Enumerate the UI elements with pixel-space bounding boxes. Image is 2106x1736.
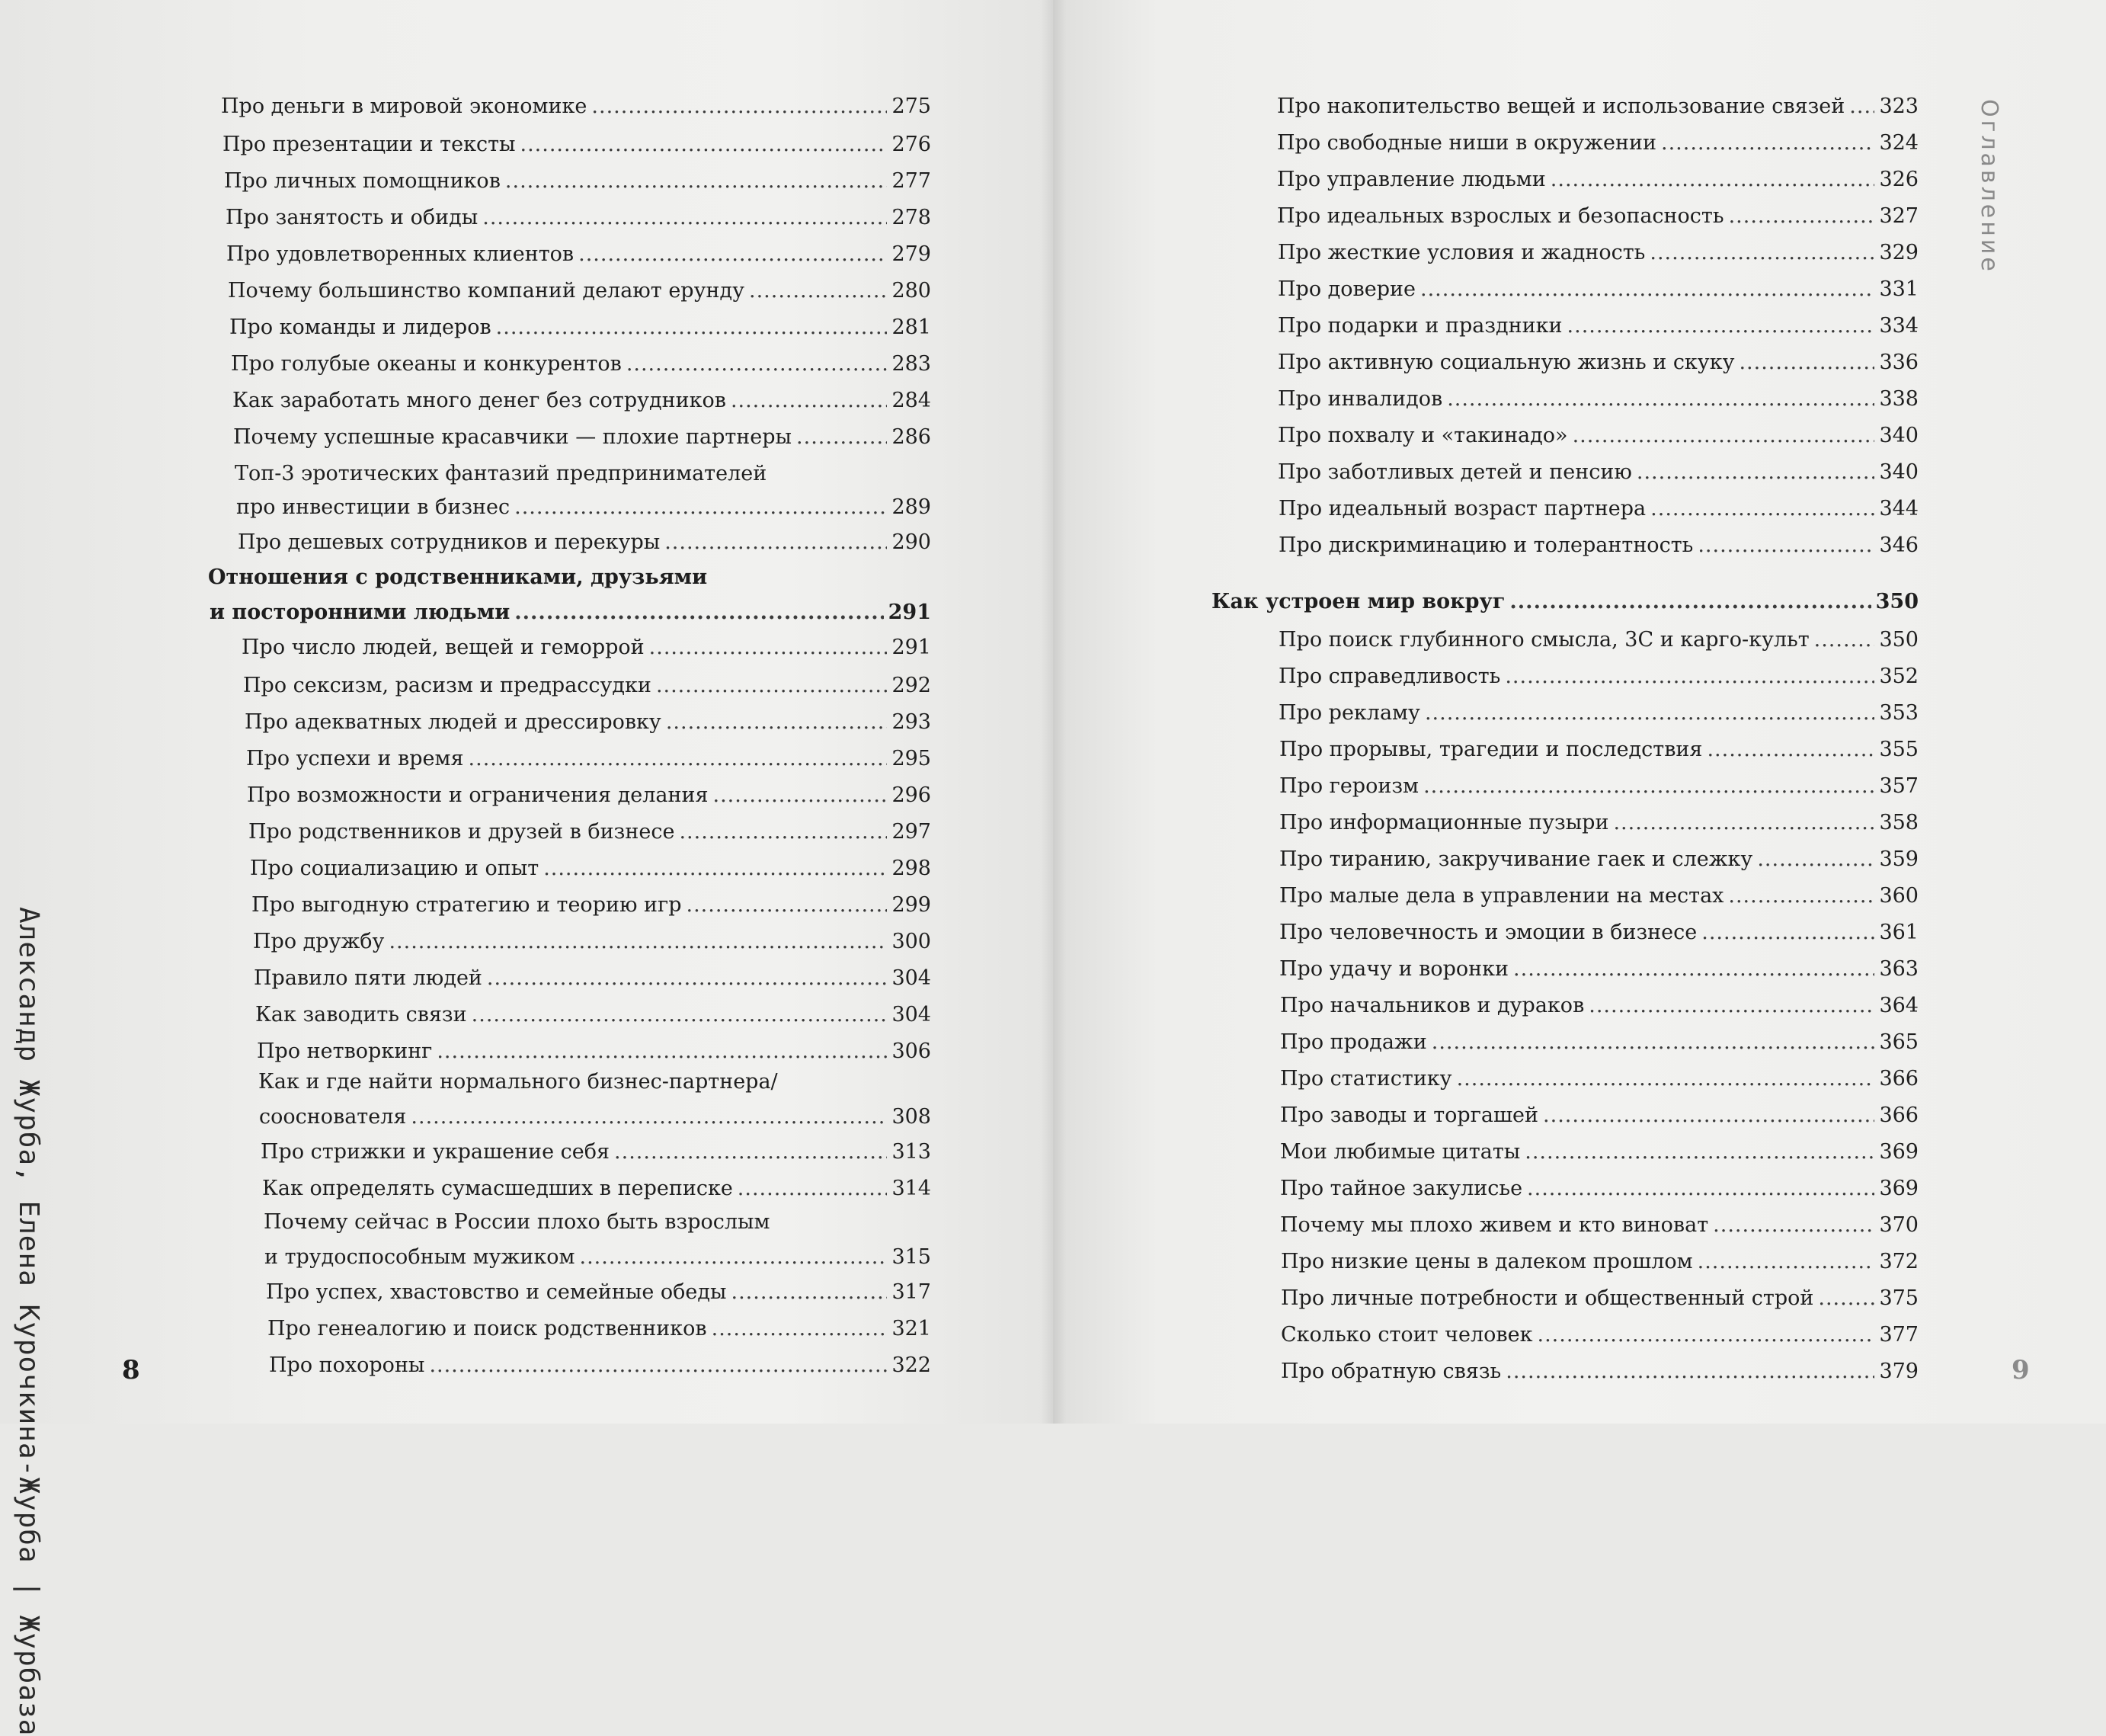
toc-entry-title: Про заводы и торгашей	[1280, 1103, 1539, 1127]
toc-entry-page: 296	[891, 783, 931, 807]
dot-leader	[1698, 529, 1874, 562]
toc-entry	[243, 669, 931, 703]
toc-entry	[1279, 806, 1919, 840]
dot-leader	[1513, 953, 1874, 986]
toc-entry	[236, 491, 931, 524]
dot-leader	[749, 274, 887, 308]
dot-leader	[731, 384, 888, 418]
toc-entry-page: 295	[891, 747, 931, 770]
toc-entry-title: Про успехи и время	[246, 747, 464, 770]
toc-entry-page: 370	[1879, 1213, 1919, 1237]
dot-leader	[686, 889, 887, 922]
toc-entry-title: Про героизм	[1279, 774, 1419, 798]
toc-entry-page: 350	[1875, 590, 1919, 613]
toc-entry	[1278, 309, 1919, 343]
dot-leader	[1701, 916, 1874, 950]
toc-entry	[1279, 492, 1919, 526]
dot-leader	[656, 669, 888, 703]
toc-entry-title: Про рекламу	[1279, 701, 1420, 725]
toc-entry-title: Про социализацию и опыт	[250, 857, 539, 880]
toc-entry-page: 352	[1879, 665, 1919, 688]
dot-leader	[429, 1349, 887, 1382]
toc-entry-page: 280	[891, 279, 931, 303]
toc-entry	[1211, 585, 1919, 619]
toc-entry-page: 326	[1879, 168, 1919, 191]
dot-leader	[514, 491, 887, 524]
toc-entry-title: Про активную социальную жизнь и скуку	[1278, 351, 1735, 374]
toc-entry	[229, 311, 931, 344]
toc-entry-page: 344	[1879, 497, 1919, 520]
toc-entry	[1278, 419, 1919, 453]
toc-entry-title: Почему мы плохо живем и кто виноват	[1280, 1213, 1709, 1237]
toc-entry-page: 315	[891, 1245, 931, 1269]
toc-entry-page: 360	[1879, 884, 1919, 908]
toc-entry	[1278, 236, 1919, 270]
toc-entry	[210, 596, 931, 629]
toc-entry-page: 366	[1879, 1103, 1919, 1127]
toc-entry	[1279, 879, 1919, 913]
toc-entry-title: Как определять сумасшедших в переписке	[262, 1177, 733, 1200]
toc-entry-title: Про удачу и воронки	[1279, 957, 1509, 981]
dot-leader	[1543, 1099, 1874, 1132]
toc-entry	[226, 238, 931, 271]
toc-entry-title: Про обратную связь	[1281, 1360, 1502, 1383]
dot-leader	[437, 1035, 887, 1068]
toc-entry-title: Про дружбу	[253, 930, 385, 953]
toc-entry-page: 329	[1879, 241, 1919, 264]
toc-entry-page: 369	[1879, 1177, 1919, 1200]
toc-entry-title: Про прорывы, трагедии и последствия	[1279, 738, 1703, 761]
toc-entry-title: Мои любимые цитаты	[1280, 1140, 1521, 1164]
toc-entry-title: Почему большинство компаний делают ерунду	[228, 279, 744, 303]
toc-entry-title: Про похвалу и «такинадо»	[1278, 424, 1568, 447]
toc-entry-page: 322	[891, 1353, 931, 1377]
toc-entry-title: Про презентации и тексты	[222, 133, 516, 156]
toc-entry	[1279, 843, 1919, 876]
toc-entry-title: Про человечность и эмоции в бизнесе	[1279, 921, 1698, 944]
toc-entry	[226, 201, 931, 235]
toc-entry-title: Про инвалидов	[1278, 387, 1443, 411]
dot-leader	[626, 348, 888, 381]
toc-entry	[228, 274, 931, 308]
dot-leader	[578, 238, 887, 271]
toc-entry-title: и трудоспособным мужиком	[264, 1245, 575, 1269]
toc-entry-page: 300	[891, 930, 931, 953]
dot-leader	[713, 779, 888, 812]
toc-entry-title: Как заводить связи	[255, 1003, 467, 1027]
toc-entry-page: 358	[1879, 811, 1919, 834]
toc-entry-title-line1: Топ-3 эротических фантазий предпринимателей	[235, 462, 767, 485]
dot-leader	[1661, 127, 1874, 160]
toc-entry-title: Про идеальных взрослых и безопасность	[1277, 204, 1724, 228]
toc-entry-page: 363	[1879, 957, 1919, 981]
toc-entry	[1280, 1099, 1919, 1132]
toc-entry-page: 313	[891, 1140, 931, 1164]
toc-entry-title: Почему успешные красавчики — плохие партнеры	[233, 425, 792, 449]
dot-leader	[1818, 1282, 1874, 1315]
toc-entry-page: 275	[891, 94, 931, 118]
toc-entry-page: 340	[1879, 424, 1919, 447]
toc-entry-title: Про деньги в мировой экономике	[221, 94, 587, 118]
toc-entry-title: Про занятость и обиды	[226, 206, 478, 229]
dot-leader	[1650, 492, 1874, 526]
toc-entry-title: Про малые дела в управлении на местах	[1279, 884, 1724, 908]
toc-entry-title: Про нетворкинг	[257, 1039, 433, 1063]
toc-entry	[1281, 1282, 1919, 1315]
toc-entry	[1281, 1245, 1919, 1279]
toc-entry	[246, 742, 931, 776]
dot-leader	[1589, 989, 1874, 1023]
toc-entry-page: 317	[891, 1280, 931, 1304]
toc-entry-title: Про идеальный возраст партнера	[1279, 497, 1647, 520]
toc-entry-title: Про низкие цены в далеком прошлом	[1281, 1250, 1693, 1273]
toc-entry	[248, 815, 931, 849]
toc-entry	[261, 1135, 931, 1169]
toc-entry-title-line1: Отношения с родственниками, друзьями	[208, 565, 708, 589]
dot-leader	[666, 706, 888, 739]
dot-leader	[580, 1241, 888, 1274]
toc-entry-page: 306	[891, 1039, 931, 1063]
toc-entry-page: 331	[1879, 277, 1919, 301]
toc-entry-page: 340	[1879, 460, 1919, 484]
dot-leader	[738, 1172, 888, 1206]
toc-entry-title: Про доверие	[1278, 277, 1416, 301]
toc-entry-page: 291	[891, 636, 931, 659]
toc-entry-page: 366	[1879, 1067, 1919, 1091]
toc-entry	[1280, 1135, 1919, 1169]
toc-entry-title: Про информационные пузыри	[1279, 811, 1609, 834]
toc-entry	[1279, 623, 1919, 657]
toc-entry-page: 336	[1879, 351, 1919, 374]
toc-entry-title: Про личные потребности и общественный строй	[1281, 1286, 1814, 1310]
toc-entry-title: Про свободные ниши в окружении	[1277, 131, 1656, 155]
toc-entry-page: 293	[891, 710, 931, 734]
dot-leader	[1457, 1062, 1875, 1096]
toc-entry	[222, 128, 931, 162]
dot-leader	[1509, 585, 1871, 619]
toc-entry-page: 364	[1879, 994, 1919, 1017]
toc-entry-page: 361	[1879, 921, 1919, 944]
dot-leader	[1432, 1026, 1875, 1059]
toc-entry	[254, 962, 931, 995]
toc-entry-page: 284	[891, 389, 931, 412]
toc-entry	[245, 706, 931, 739]
toc-entry	[1279, 916, 1919, 950]
toc-entry-page: 350	[1879, 628, 1919, 652]
dot-leader	[679, 815, 887, 849]
toc-entry	[1279, 660, 1919, 693]
dot-leader	[1420, 273, 1874, 306]
dot-leader	[1728, 879, 1874, 913]
toc-entry-page: 369	[1879, 1140, 1919, 1164]
toc-entry	[1279, 529, 1919, 562]
dot-leader	[520, 128, 888, 162]
running-header-authors: Александр Журба, Елена Курочкина-Журба | Журбаза	[13, 907, 44, 1736]
toc-entry	[1277, 90, 1919, 123]
toc-entry-title: Про тайное закулисье	[1280, 1177, 1523, 1200]
toc-entry-page: 279	[891, 242, 931, 266]
toc-entry-title: Про поиск глубинного смысла, 3С и карго-культ	[1279, 628, 1810, 652]
toc-entry	[259, 1100, 931, 1134]
dot-leader	[1447, 383, 1874, 416]
dot-leader	[731, 1276, 887, 1309]
toc-entry-page: 365	[1879, 1030, 1919, 1054]
toc-entry-title: Про стрижки и украшение себя	[261, 1140, 610, 1164]
toc-entry-page: 321	[891, 1317, 931, 1340]
toc-entry	[1277, 163, 1919, 197]
toc-entry-page: 375	[1879, 1286, 1919, 1310]
toc-entry-page: 291	[888, 601, 931, 624]
toc-entry	[269, 1349, 931, 1382]
toc-entry	[266, 1276, 931, 1309]
toc-entry	[247, 779, 931, 812]
toc-entry	[1277, 127, 1919, 160]
toc-entry-title: Про личных помощников	[224, 169, 501, 193]
toc-entry	[257, 1035, 931, 1068]
toc-entry-title: Про справедливость	[1279, 665, 1501, 688]
toc-entry-page: 308	[891, 1105, 931, 1129]
toc-entry	[1280, 1209, 1919, 1242]
toc-entry-title: Про продажи	[1280, 1030, 1427, 1054]
toc-entry-title: Про число людей, вещей и геморрой	[242, 636, 645, 659]
page-number-left: 8	[122, 1355, 140, 1385]
toc-entry-title: Про жесткие условия и жадность	[1278, 241, 1646, 264]
toc-entry-title: Про родственников и друзей в бизнесе	[248, 820, 675, 844]
dot-leader	[1707, 733, 1874, 767]
toc-entry	[264, 1241, 931, 1274]
toc-entry-title: Про подарки и праздники	[1278, 314, 1563, 338]
dot-leader	[1423, 770, 1874, 803]
dot-leader	[1814, 623, 1875, 657]
toc-entry	[1279, 770, 1919, 803]
toc-entry-title: Про дискриминацию и толерантность	[1279, 533, 1694, 557]
toc-entry-title: Про команды и лидеров	[229, 315, 491, 339]
toc-entry-title: Про голубые океаны и конкурентов	[231, 352, 622, 376]
toc-entry-page: 292	[891, 674, 931, 697]
toc-entry-page: 289	[891, 495, 931, 519]
toc-entry-page: 297	[891, 820, 931, 844]
toc-entry-title: Про удовлетворенных клиентов	[226, 242, 575, 266]
toc-entry	[1278, 383, 1919, 416]
toc-entry	[233, 421, 931, 454]
dot-leader	[1525, 1135, 1874, 1169]
dot-leader	[487, 962, 888, 995]
dot-leader	[712, 1312, 888, 1346]
toc-entry-page: 277	[891, 169, 931, 193]
toc-entry	[1280, 1026, 1919, 1059]
toc-entry-page: 286	[891, 425, 931, 449]
dot-leader	[664, 526, 887, 559]
dot-leader	[469, 742, 888, 776]
toc-entry-title: Про возможности и ограничения делания	[247, 783, 709, 807]
dot-leader	[591, 90, 887, 123]
toc-entry-page: 338	[1879, 387, 1919, 411]
dot-leader	[1698, 1245, 1875, 1279]
page-number-right: 9	[2012, 1355, 2030, 1385]
dot-leader	[482, 201, 887, 235]
toc-entry	[1278, 456, 1919, 489]
dot-leader	[1567, 309, 1875, 343]
dot-leader	[1506, 1355, 1874, 1388]
toc-entry-page: 372	[1879, 1250, 1919, 1273]
toc-entry	[1281, 1318, 1919, 1352]
toc-entry	[1280, 989, 1919, 1023]
dot-leader	[514, 596, 883, 629]
dot-leader	[1757, 843, 1874, 876]
toc-entry-title: про инвестиции в бизнес	[236, 495, 510, 519]
toc-entry	[231, 348, 931, 381]
toc-entry-page: 334	[1879, 314, 1919, 338]
toc-entry	[262, 1172, 931, 1206]
toc-entry-page: 357	[1879, 774, 1919, 798]
toc-entry	[1279, 697, 1919, 730]
toc-entry	[242, 631, 931, 665]
toc-entry-page: 298	[891, 857, 931, 880]
dot-leader	[614, 1135, 887, 1169]
toc-entry	[1279, 733, 1919, 767]
dot-leader	[1849, 90, 1874, 123]
dot-leader	[472, 998, 888, 1032]
toc-entry	[250, 852, 931, 886]
dot-leader	[796, 421, 887, 454]
toc-entry	[1280, 1062, 1919, 1096]
toc-entry	[1278, 346, 1919, 380]
toc-entry	[1278, 273, 1919, 306]
toc-entry	[1281, 1355, 1919, 1388]
dot-leader	[1713, 1209, 1874, 1242]
toc-entry-page: 324	[1879, 131, 1919, 155]
toc-entry-title-line1: Как и где найти нормального бизнес-партнера/	[258, 1070, 778, 1094]
toc-entry-page: 355	[1879, 738, 1919, 761]
toc-entry-title: Про заботливых детей и пенсию	[1278, 460, 1632, 484]
toc-entry-title: Про статистику	[1280, 1067, 1452, 1091]
toc-entry-title-line1: Почему сейчас в России плохо быть взрослым	[264, 1210, 770, 1234]
toc-entry-title: сооснователя	[259, 1105, 407, 1129]
dot-leader	[1650, 236, 1874, 270]
toc-entry-title: Сколько стоит человек	[1281, 1323, 1533, 1347]
toc-entry-title: Про накопительство вещей и использование связей	[1277, 94, 1845, 118]
toc-entry-page: 323	[1879, 94, 1919, 118]
dot-leader	[505, 165, 888, 198]
toc-entry-title: Про начальников и дураков	[1280, 994, 1585, 1017]
toc-entry-page: 314	[891, 1177, 931, 1200]
toc-entry	[251, 889, 931, 922]
toc-entry-page: 281	[891, 315, 931, 339]
toc-entry-page: 304	[891, 1003, 931, 1027]
toc-entry	[224, 165, 931, 198]
running-header-section: Оглавление	[1976, 99, 2002, 274]
toc-entry-title: Про сексизм, расизм и предрассудки	[243, 674, 651, 697]
toc-entry-title: Правило пяти людей	[254, 966, 482, 990]
dot-leader	[1537, 1318, 1874, 1352]
dot-leader	[1505, 660, 1874, 693]
dot-leader	[1729, 200, 1875, 233]
dot-leader	[411, 1100, 887, 1134]
toc-entry	[221, 90, 931, 123]
toc-entry-page: 276	[891, 133, 931, 156]
toc-entry	[1277, 200, 1919, 233]
toc-entry	[255, 998, 931, 1032]
toc-entry-title: и посторонними людьми	[210, 601, 510, 624]
toc-entry-page: 283	[891, 352, 931, 376]
toc-entry-title: Про адекватных людей и дрессировку	[245, 710, 661, 734]
dot-leader	[1739, 346, 1874, 380]
book-gutter	[1041, 0, 1067, 1424]
toc-entry-title: Про похороны	[269, 1353, 425, 1377]
toc-entry	[253, 925, 931, 959]
toc-entry-page: 359	[1879, 847, 1919, 871]
dot-leader	[1637, 456, 1875, 489]
toc-entry-title: Про дешевых сотрудников и перекуры	[238, 530, 661, 554]
dot-leader	[1613, 806, 1874, 840]
dot-leader	[1425, 697, 1875, 730]
toc-entry-title: Про успех, хвастовство и семейные обеды	[266, 1280, 727, 1304]
toc-entry-title: Про управление людьми	[1277, 168, 1546, 191]
dot-leader	[1551, 163, 1875, 197]
toc-entry	[267, 1312, 931, 1346]
toc-entry-page: 327	[1879, 204, 1919, 228]
toc-entry	[1279, 953, 1919, 986]
toc-entry-page: 304	[891, 966, 931, 990]
toc-entry	[238, 526, 931, 559]
toc-entry-page: 290	[891, 530, 931, 554]
toc-entry-title: Про генеалогию и поиск родственников	[267, 1317, 707, 1340]
toc-entry-page: 379	[1879, 1360, 1919, 1383]
toc-entry-page: 346	[1879, 533, 1919, 557]
dot-leader	[649, 631, 888, 665]
toc-entry-title: Про тиранию, закручивание гаек и слежку	[1279, 847, 1753, 871]
toc-entry-title: Про выгодную стратегию и теорию игр	[251, 893, 682, 917]
toc-entry-page: 353	[1879, 701, 1919, 725]
toc-entry-page: 377	[1879, 1323, 1919, 1347]
toc-entry	[232, 384, 931, 418]
toc-entry-page: 278	[891, 206, 931, 229]
toc-entry-page: 299	[891, 893, 931, 917]
toc-entry	[1280, 1172, 1919, 1206]
dot-leader	[543, 852, 887, 886]
toc-entry-title: Как устроен мир вокруг	[1211, 590, 1506, 613]
dot-leader	[1573, 419, 1875, 453]
dot-leader	[1527, 1172, 1874, 1206]
toc-entry-title: Как заработать много денег без сотрудников	[232, 389, 726, 412]
dot-leader	[496, 311, 888, 344]
dot-leader	[389, 925, 887, 959]
